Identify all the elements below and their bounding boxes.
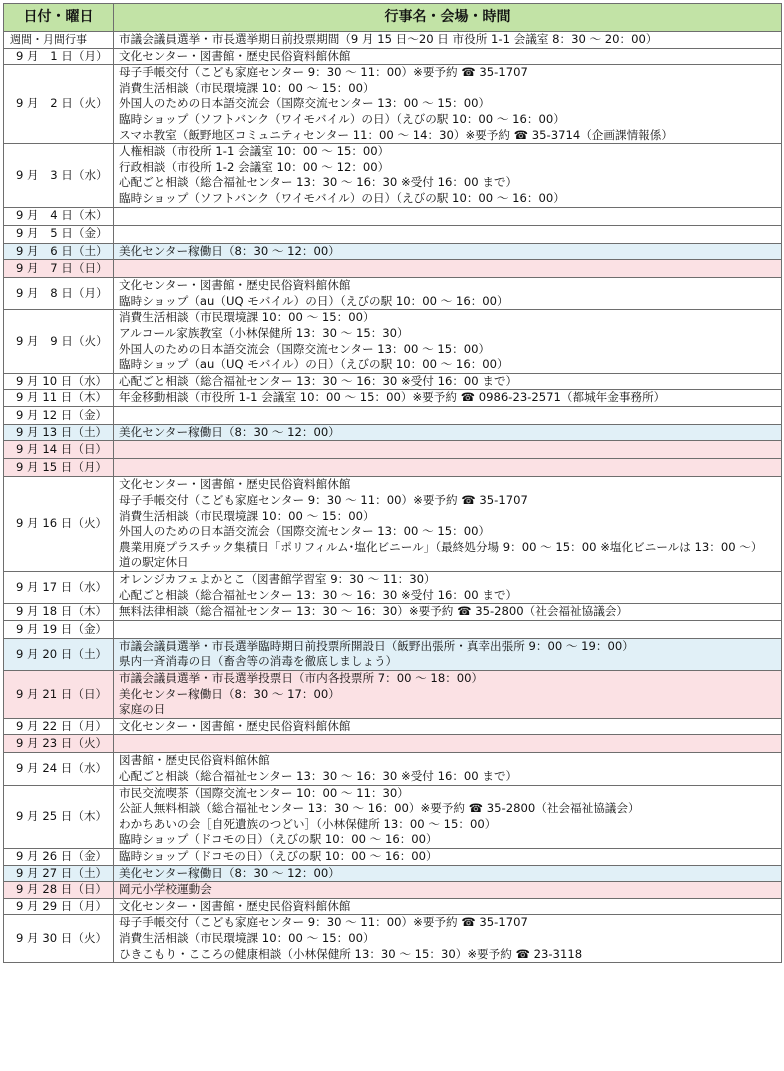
table-row — [4, 604, 782, 621]
event-line: 県内一斉消毒の日（畜舎等の消毒を徹底しましょう） — [119, 654, 398, 669]
date-cell: 9 月 16 日（火） — [4, 477, 114, 572]
event-line: 市議会議員選挙・市長選挙投票日（市内各投票所 7：00 ～ 18：00） — [119, 671, 484, 685]
table-row — [4, 898, 782, 915]
events-cell — [114, 225, 782, 243]
event-line: 文化センター・図書館・歴史民俗資料館休館 — [119, 477, 351, 492]
date-cell: 9 月 12 日（金） — [4, 406, 114, 424]
table-row — [4, 373, 782, 390]
event-line: 農業用廃プラスチック集積日「ポリフィルム･塩化ビニール」（最終処分場 9：00 ～ 15：00 ※塩化ビニールは 13：00 ～） — [119, 539, 763, 554]
table-row — [4, 260, 782, 278]
date-cell: 週間・月間行事 — [4, 32, 114, 49]
event-line: ひきこもり・こころの健康相談（小林保健所 13：30 ～ 15：30）※要予約 ☎ 23-3118 — [119, 946, 583, 961]
table-row — [4, 144, 782, 207]
event-line: 図書館・歴史民俗資料館休館 — [119, 753, 270, 768]
table-row — [4, 459, 782, 477]
event-line: 消費生活相談（市民環境課 10：00 ～ 15：00） — [119, 310, 375, 325]
table-row — [4, 638, 782, 670]
date-cell: 9 月 3 日（水） — [4, 144, 114, 207]
events-cell — [114, 477, 782, 572]
table-row — [4, 477, 782, 572]
event-line: 母子手帳交付（こども家庭センター 9：30 ～ 11：00）※要予約 ☎ 35-1707 — [119, 65, 528, 80]
table-row — [4, 572, 782, 604]
date-cell: 9 月 22 日（月） — [4, 718, 114, 735]
date-cell: 9 月 14 日（日） — [4, 441, 114, 459]
event-line: 人権相談（市役所 1-1 会議室 10：00 ～ 15：00） — [119, 144, 390, 159]
event-line: 消費生活相談（市民環境課 10：00 ～ 15：00） — [119, 80, 375, 95]
event-line: アルコール家族教室（小林保健所 13：30 ～ 15：30） — [119, 325, 409, 340]
events-cell — [114, 604, 782, 621]
event-line: 臨時ショップ（au（UQ モバイル）の日）（えびの駅 10：00 ～ 16：00） — [119, 293, 509, 308]
event-line: 臨時ショップ（au（UQ モバイル）の日）（えびの駅 10：00 ～ 16：00） — [119, 357, 509, 372]
date-cell: 9 月 30 日（火） — [4, 915, 114, 963]
event-line: 消費生活相談（市民環境課 10：00 ～ 15：00） — [119, 930, 375, 945]
table-row — [4, 848, 782, 865]
events-cell — [114, 882, 782, 899]
event-column-header: 行事名・会場・時間 — [114, 4, 782, 32]
event-line: 母子手帳交付（こども家庭センター 9：30 ～ 11：00）※要予約 ☎ 35-1707 — [119, 493, 528, 508]
events-cell — [114, 848, 782, 865]
event-line: 心配ごと相談（総合福祉センター 13：30 ～ 16：30 ※受付 16：00 まで） — [119, 587, 518, 602]
table-row — [4, 225, 782, 243]
table-row — [4, 65, 782, 144]
date-cell: 9 月 27 日（土） — [4, 865, 114, 882]
table-row — [4, 441, 782, 459]
date-cell: 9 月 7 日（日） — [4, 260, 114, 278]
event-calendar-table — [3, 3, 782, 963]
date-cell: 9 月 23 日（火） — [4, 735, 114, 753]
events-cell — [114, 390, 782, 407]
event-line: 文化センター・図書館・歴史民俗資料館休館 — [119, 718, 351, 733]
date-cell: 9 月 29 日（月） — [4, 898, 114, 915]
table-row — [4, 718, 782, 735]
event-line: 道の駅定休日 — [119, 555, 189, 570]
events-cell — [114, 424, 782, 441]
events-cell — [114, 572, 782, 604]
event-line: 臨時ショップ（ソフトバンク（ワイモバイル）の日）（えびの駅 10：00 ～ 16：00） — [119, 190, 565, 205]
event-line: 文化センター・図書館・歴史民俗資料館休館 — [119, 48, 351, 63]
table-row — [4, 671, 782, 719]
event-line: 外国人のための日本語交流会（国際交流センター 13：00 ～ 15：00） — [119, 524, 491, 539]
event-line: 臨時ショップ（ドコモの日）（えびの駅 10：00 ～ 16：00） — [119, 832, 438, 847]
events-cell — [114, 898, 782, 915]
table-row — [4, 32, 782, 49]
event-line: 心配ごと相談（総合福祉センター 13：30 ～ 16：30 ※受付 16：00 まで） — [119, 175, 518, 190]
table-row — [4, 620, 782, 638]
event-line: 心配ごと相談（総合福祉センター 13：30 ～ 16：30 ※受付 16：00 まで） — [119, 373, 518, 388]
table-row — [4, 865, 782, 882]
events-cell — [114, 915, 782, 963]
events-cell — [114, 310, 782, 373]
date-cell: 9 月 17 日（水） — [4, 572, 114, 604]
table-row — [4, 785, 782, 848]
date-cell: 9 月 8 日（月） — [4, 278, 114, 310]
event-line: オレンジカフェよかとこ（図書館学習室 9：30 ～ 11：30） — [119, 572, 436, 587]
event-line: 臨時ショップ（ドコモの日）（えびの駅 10：00 ～ 16：00） — [119, 848, 438, 863]
events-cell — [114, 441, 782, 459]
event-line: スマホ教室（飯野地区コミュニティセンター 11：00 ～ 14：30）※要予約 ☎ 35-3714（企画課情報係） — [119, 127, 673, 142]
event-line: 消費生活相談（市民環境課 10：00 ～ 15：00） — [119, 508, 375, 523]
table-row — [4, 390, 782, 407]
table-row — [4, 753, 782, 785]
date-cell: 9 月 4 日（木） — [4, 207, 114, 225]
date-cell: 9 月 10 日（水） — [4, 373, 114, 390]
event-line: 行政相談（市役所 1-2 会議室 10：00 ～ 12：00） — [119, 159, 390, 174]
date-cell: 9 月 18 日（木） — [4, 604, 114, 621]
date-cell: 9 月 15 日（月） — [4, 459, 114, 477]
event-line: 家庭の日 — [119, 702, 166, 717]
date-cell: 9 月 24 日（水） — [4, 753, 114, 785]
events-cell — [114, 278, 782, 310]
date-cell: 9 月 20 日（土） — [4, 638, 114, 670]
events-cell — [114, 753, 782, 785]
events-cell — [114, 65, 782, 144]
date-cell: 9 月 9 日（火） — [4, 310, 114, 373]
events-cell — [114, 406, 782, 424]
events-cell — [114, 671, 782, 719]
date-cell: 9 月 6 日（土） — [4, 243, 114, 260]
table-row — [4, 406, 782, 424]
table-row — [4, 882, 782, 899]
events-cell — [114, 144, 782, 207]
event-line: 美化センター稼働日（8：30 ～ 12：00） — [119, 424, 340, 439]
date-cell: 9 月 25 日（木） — [4, 785, 114, 848]
event-line: 美化センター稼働日（8：30 ～ 12：00） — [119, 243, 340, 258]
event-line: 市民交流喫茶（国際交流センター 10：00 ～ 11：30） — [119, 785, 409, 800]
event-line: 外国人のための日本語交流会（国際交流センター 13：00 ～ 15：00） — [119, 341, 491, 356]
events-cell — [114, 638, 782, 670]
table-row — [4, 915, 782, 963]
event-line: 母子手帳交付（こども家庭センター 9：30 ～ 11：00）※要予約 ☎ 35-1707 — [119, 915, 528, 930]
event-line: 年金移動相談（市役所 1-1 会議室 10：00 ～ 15：00）※要予約 ☎ 0986-23-2571（都城年金事務所） — [119, 390, 666, 405]
date-cell: 9 月 2 日（火） — [4, 65, 114, 144]
date-cell: 9 月 28 日（日） — [4, 882, 114, 899]
table-row — [4, 207, 782, 225]
date-cell: 9 月 5 日（金） — [4, 225, 114, 243]
table-row — [4, 278, 782, 310]
table-header-row — [4, 4, 782, 32]
events-cell — [114, 207, 782, 225]
events-cell — [114, 48, 782, 65]
date-cell: 9 月 19 日（金） — [4, 620, 114, 638]
events-cell — [114, 459, 782, 477]
table-body — [4, 32, 782, 963]
date-cell: 9 月 13 日（土） — [4, 424, 114, 441]
events-cell — [114, 620, 782, 638]
table-row — [4, 310, 782, 373]
event-line: 公証人無料相談（総合福祉センター 13：30 ～ 16：00）※要予約 ☎ 35-2800（社会福祉協議会） — [119, 801, 640, 816]
events-cell — [114, 32, 782, 49]
event-line: 文化センター・図書館・歴史民俗資料館休館 — [119, 278, 351, 293]
events-cell — [114, 718, 782, 735]
date-cell: 9 月 21 日（日） — [4, 671, 114, 719]
events-cell — [114, 260, 782, 278]
event-line: 市議会議員選挙・市長選挙臨時期日前投票所開設日（飯野出張所・真幸出張所 9：00 ～ 19：00） — [119, 638, 634, 653]
event-line: わかちあいの会［自死遺族のつどい］（小林保健所 13：00 ～ 15：00） — [119, 816, 497, 831]
event-line: 外国人のための日本語交流会（国際交流センター 13：00 ～ 15：00） — [119, 96, 491, 111]
table-row — [4, 48, 782, 65]
events-cell — [114, 865, 782, 882]
event-line: 岡元小学校運動会 — [119, 882, 212, 897]
table-row — [4, 735, 782, 753]
event-line: 市議会議員選挙・市長選挙期日前投票期間（9 月 15 日～20 日 市役所 1-1 会議室 8：30 ～ 20：00） — [119, 32, 658, 46]
event-line: 臨時ショップ（ソフトバンク（ワイモバイル）の日）（えびの駅 10：00 ～ 16：00） — [119, 111, 565, 126]
table-row — [4, 424, 782, 441]
date-column-header: 日付・曜日 — [4, 4, 114, 32]
events-cell — [114, 785, 782, 848]
event-line: 心配ごと相談（総合福祉センター 13：30 ～ 16：30 ※受付 16：00 まで） — [119, 768, 518, 783]
table-row — [4, 243, 782, 260]
date-cell: 9 月 26 日（金） — [4, 848, 114, 865]
events-cell — [114, 735, 782, 753]
event-line: 美化センター稼働日（8：30 ～ 12：00） — [119, 865, 340, 880]
date-cell: 9 月 11 日（木） — [4, 390, 114, 407]
events-cell — [114, 243, 782, 260]
event-line: 無料法律相談（総合福祉センター 13：30 ～ 16：30）※要予約 ☎ 35-2800（社会福祉協議会） — [119, 604, 628, 619]
event-line: 美化センター稼働日（8：30 ～ 17：00） — [119, 686, 340, 701]
event-line: 文化センター・図書館・歴史民俗資料館休館 — [119, 898, 351, 913]
events-cell — [114, 373, 782, 390]
date-cell: 9 月 1 日（月） — [4, 48, 114, 65]
